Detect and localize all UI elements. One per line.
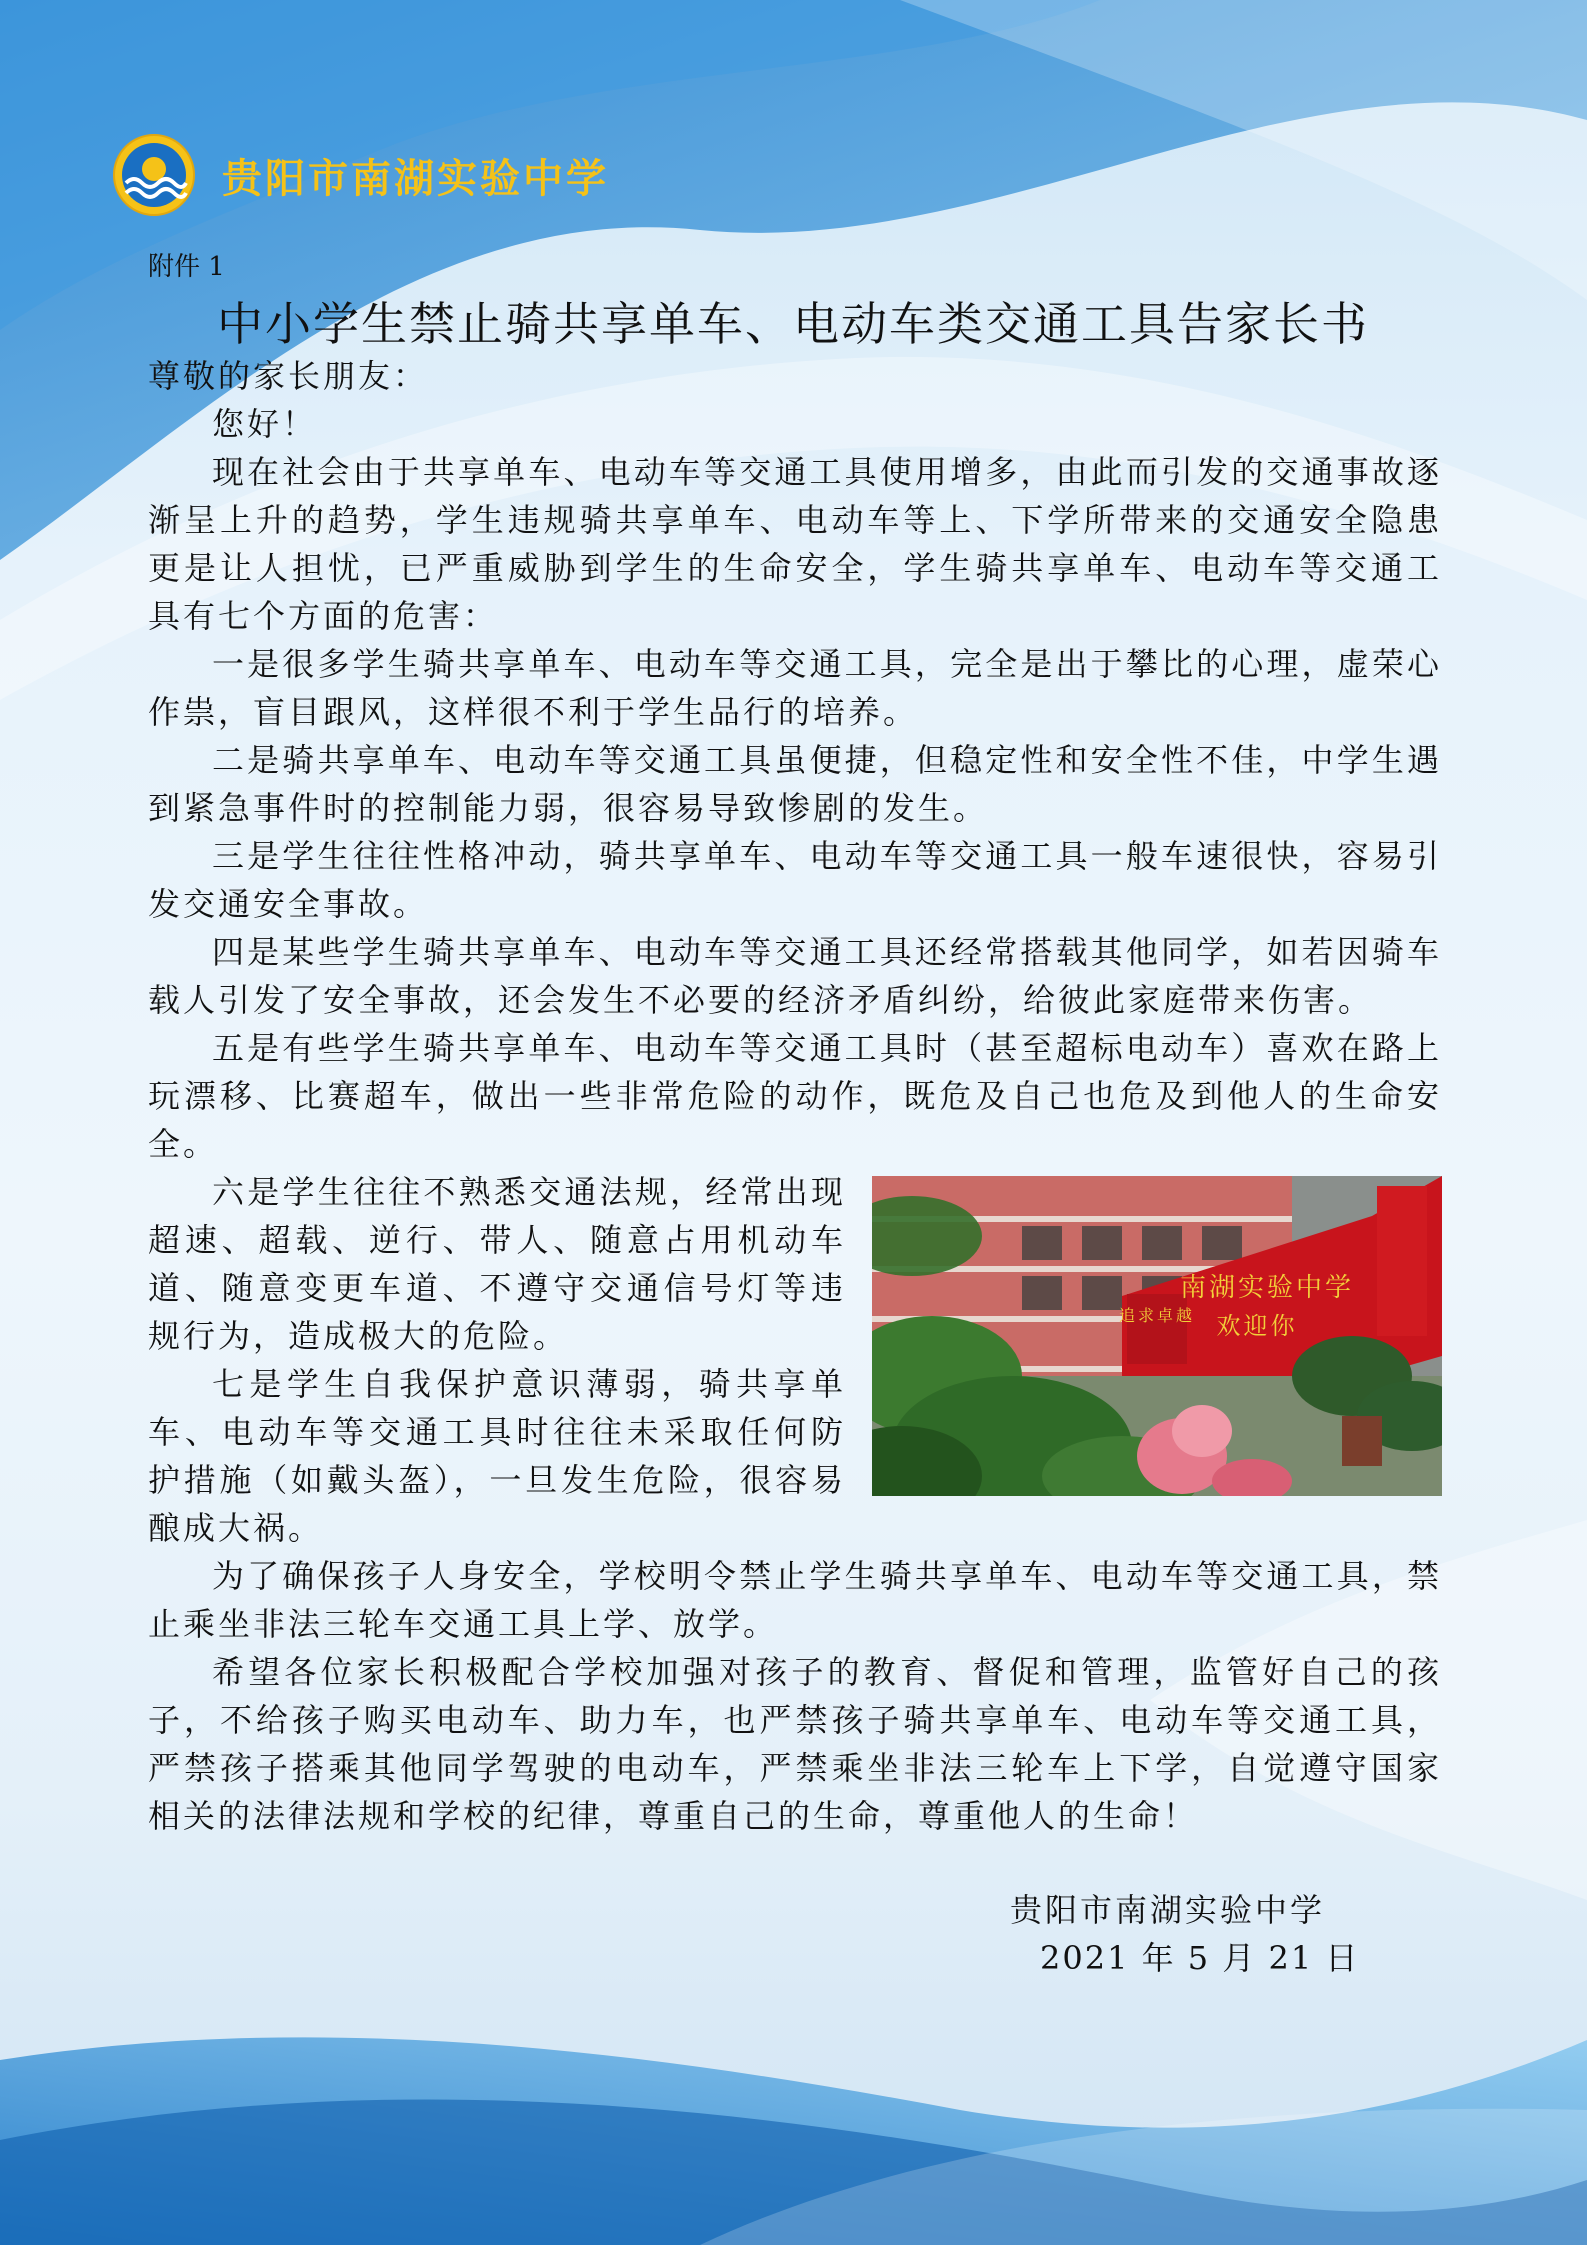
paragraph-intro: 现在社会由于共享单车、电动车等交通工具使用增多，由此而引发的交通事故逐渐呈上升的趋势，学生违规骑共享单车、电动车等上、下学所带来的交通安全隐患更是让人担忧，已严重威胁到学生的生命安全，学生骑共享单车、电动车等交通工具有七个方面的危害： bbox=[148, 453, 1442, 635]
sign-left-text: 追求卓越 bbox=[1118, 1306, 1196, 1325]
greeting: 您好！ bbox=[212, 405, 318, 443]
paragraph-harm-7: 七是学生自我保护意识薄弱，骑共享单车、电动车等交通工具时往往未采取任何防护措施（如戴头盔），一旦发生危险，很容易酿成大祸。 bbox=[148, 1365, 846, 1547]
letter-title: 中小学生禁止骑共享单车、电动车类交通工具告家长书 bbox=[217, 297, 1369, 351]
letter-body bbox=[148, 352, 1442, 1840]
paragraph-ban: 为了确保孩子人身安全，学校明令禁止学生骑共享单车、电动车等交通工具，禁止乘坐非法三轮车交通工具上学、放学。 bbox=[148, 1557, 1442, 1643]
signature-school: 贵阳市南湖实验中学 bbox=[1010, 1891, 1326, 1929]
paragraph-harm-6: 六是学生往往不熟悉交通法规，经常出现超速、超载、逆行、带人、随意占用机动车道、随意变更车道、不遵守交通信号灯等违规行为，造成极大的危险。 bbox=[148, 1173, 846, 1355]
sign-main-line2: 欢迎你 bbox=[1216, 1312, 1298, 1340]
salutation: 尊敬的家长朋友： bbox=[148, 357, 429, 395]
sign-main-line1: 南湖实验中学 bbox=[1179, 1273, 1355, 1303]
paragraph-harm-4: 四是某些学生骑共享单车、电动车等交通工具还经常搭载其他同学，如若因骑车载人引发了安全事故，还会发生不必要的经济矛盾纠纷，给彼此家庭带来伤害。 bbox=[148, 933, 1442, 1019]
paragraph-harm-1: 一是很多学生骑共享单车、电动车等交通工具，完全是出于攀比的心理，虚荣心作祟，盲目跟风，这样很不利于学生品行的培养。 bbox=[148, 645, 1442, 731]
attachment-label: 附件 1 bbox=[148, 252, 225, 282]
paragraph-hope: 希望各位家长积极配合学校加强对孩子的教育、督促和管理，监管好自己的孩子，不给孩子购买电动车、助力车，也严禁孩子骑共享单车、电动车等交通工具，严禁孩子搭乘其他同学驾驶的电动车，严禁乘坐非法三轮车上下学，自觉遵守国家相关的法律法规和学校的纪律，尊重自己的生命，尊重他人的生命！ bbox=[148, 1653, 1442, 1835]
school-name: 贵阳市南湖实验中学 bbox=[222, 154, 609, 202]
paragraph-harm-2: 二是骑共享单车、电动车等交通工具虽便捷，但稳定性和安全性不佳，中学生遇到紧急事件时的控制能力弱，很容易导致惨剧的发生。 bbox=[148, 741, 1442, 827]
signature-date: 2021 年 5 月 21 日 bbox=[1040, 1939, 1360, 1977]
paragraph-harm-3: 三是学生往往性格冲动，骑共享单车、电动车等交通工具一般车速很快，容易引发交通安全事故。 bbox=[148, 837, 1442, 923]
paragraph-harm-5: 五是有些学生骑共享单车、电动车等交通工具时（甚至超标电动车）喜欢在路上玩漂移、比赛超车，做出一些非常危险的动作，既危及自己也危及到他人的生命安全。 bbox=[148, 1029, 1442, 1163]
school-emblem-icon bbox=[112, 133, 196, 217]
school-photo bbox=[872, 1176, 1442, 1496]
school-header bbox=[112, 130, 609, 220]
